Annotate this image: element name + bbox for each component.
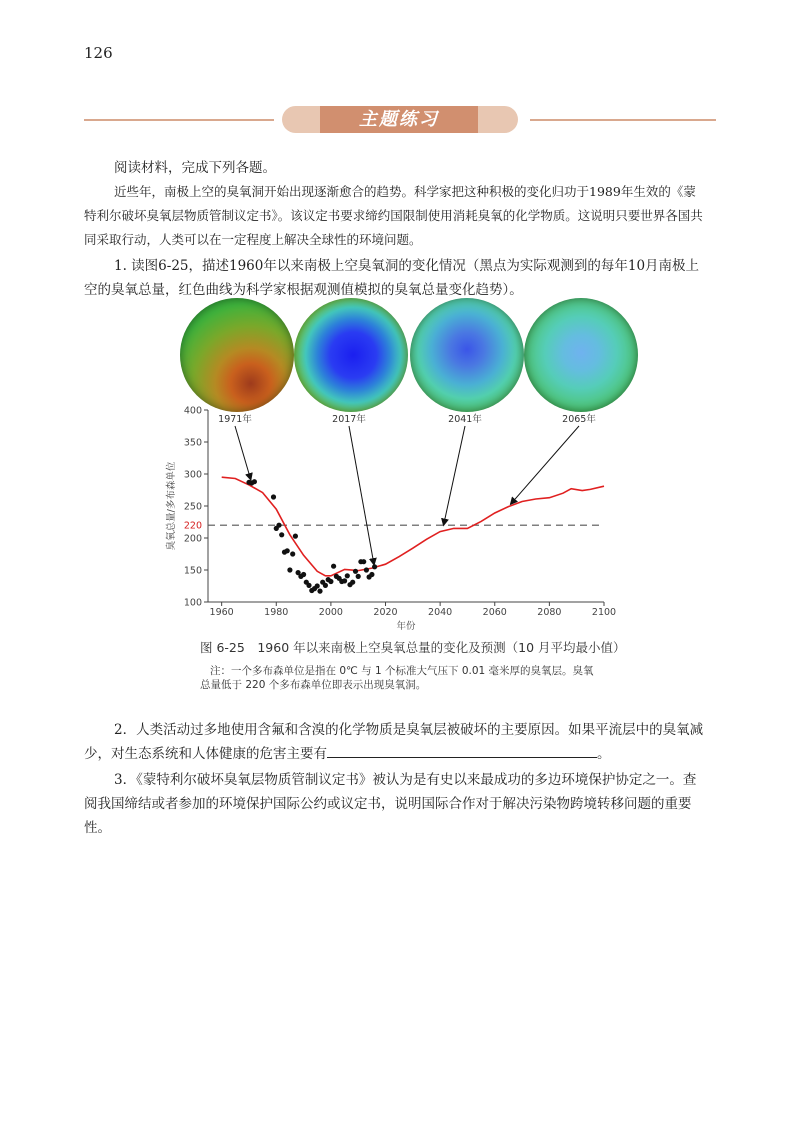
observed-data-point	[350, 580, 355, 585]
y-tick-label: 250	[183, 501, 202, 513]
callout-label: 2065年	[562, 414, 596, 425]
y-tick-label: 300	[183, 469, 202, 481]
callout-arrow	[510, 426, 579, 504]
observed-data-point	[315, 583, 320, 588]
observed-data-point	[353, 569, 358, 574]
figure-note-line-1: 注：一个多布森单位是指在 0℃ 与 1 个标准大气压下 0.01 毫米厚的臭氧层。臭氧	[210, 665, 594, 677]
observed-data-point	[328, 579, 333, 584]
x-tick-label: 2040	[428, 607, 453, 618]
y-axis-label: 臭氧总量/多布森单位	[166, 461, 177, 551]
question-2-text: 2．人类活动过多地使用含氟和含溴的化学物质是臭氧层被破坏的主要原因。如果平流层中的臭氧减少，对生态系统和人体健康的危害主要有	[84, 722, 704, 762]
observed-data-point	[356, 574, 361, 579]
observed-data-point	[369, 572, 374, 577]
observed-data-point	[364, 567, 369, 572]
callout-arrow	[444, 426, 466, 526]
observed-data-point	[290, 551, 295, 556]
banner-left-rule	[84, 119, 274, 121]
x-tick-label: 1980	[264, 607, 289, 618]
ozone-globe-2017	[294, 298, 408, 412]
callout-arrow	[235, 426, 251, 480]
y-tick-label: 400	[183, 405, 202, 417]
callout-label: 2017年	[332, 414, 366, 425]
observed-data-point	[279, 532, 284, 537]
y-tick-label: 350	[183, 437, 202, 449]
observed-data-point	[287, 567, 292, 572]
page-number: 126	[84, 44, 113, 62]
observed-data-point	[293, 534, 298, 539]
observed-data-point	[285, 548, 290, 553]
ozone-line-chart	[160, 400, 620, 632]
x-tick-label: 2000	[318, 607, 343, 618]
instruction-text: 阅读材料，完成下列各题。	[114, 160, 276, 176]
figure-note-line-2: 总量低于 220 个多布森单位即表示出现臭氧洞。	[200, 679, 427, 691]
question-1: 1. 读图6-25，描述1960年以来南极上空臭氧洞的变化情况（黑点为实际观测到的每年10月南极上空的臭氧总量，红色曲线为科学家根据观测值模拟的臭氧总量变化趋势）。	[84, 258, 700, 298]
section-banner-title: 主题练习	[320, 106, 478, 133]
x-tick-label: 1960	[209, 607, 234, 618]
callout-label: 2041年	[448, 414, 482, 425]
y-tick-label: 200	[183, 533, 202, 545]
observed-data-point	[317, 589, 322, 594]
question-3: 3．《蒙特利尔破坏臭氧层物质管制议定书》被认为是有史以来最成功的多边环境保护协定之一。查阅我国缔结或者参加的环境保护国际公约或议定书，说明国际合作对于解决污染物跨境转移问题的重要性。	[84, 772, 697, 836]
callout-label: 1971年	[218, 414, 252, 425]
question-2-end: 。	[597, 746, 611, 762]
figure-caption: 图 6-25 1960 年以来南极上空臭氧总量的变化及预测（10 月平均最小值）	[200, 640, 626, 655]
answer-blank[interactable]	[327, 743, 597, 758]
figure-note	[200, 664, 620, 692]
section-banner	[282, 106, 518, 133]
reading-material: 近些年，南极上空的臭氧洞开始出现逐渐愈合的趋势。科学家把这种积极的变化归功于1989年生效的《蒙特利尔破坏臭氧层物质管制议定书》。该议定书要求缔约国限制使用消耗臭氧的化学物质。这说明只要世界各国共同采取行动，人类可以在一定程度上解决全球性的环境问题。	[84, 184, 703, 247]
banner-right-rule	[530, 119, 716, 121]
x-axis-label: 年份	[396, 621, 416, 632]
y-tick-label: 100	[183, 597, 202, 609]
observed-data-point	[361, 559, 366, 564]
y-tick-label: 150	[183, 565, 202, 577]
observed-data-point	[323, 583, 328, 588]
observed-data-point	[306, 583, 311, 588]
ozone-globe-row	[178, 298, 628, 416]
x-tick-label: 2020	[373, 607, 398, 618]
ozone-globe-1971	[180, 298, 294, 412]
observed-data-point	[345, 573, 350, 578]
question-2	[84, 718, 704, 766]
observed-data-point	[342, 578, 347, 583]
ozone-globe-2041	[410, 298, 524, 412]
observed-data-point	[372, 564, 377, 569]
observed-data-point	[331, 564, 336, 569]
observed-data-point	[252, 479, 257, 484]
callout-arrow	[349, 426, 374, 565]
observed-data-point	[276, 523, 281, 528]
x-tick-label: 2060	[482, 607, 507, 618]
x-tick-label: 2100	[591, 607, 617, 618]
ozone-globe-2065	[524, 298, 638, 412]
observed-data-point	[301, 572, 306, 577]
y-threshold-label: 220	[183, 520, 202, 532]
x-tick-label: 2080	[537, 607, 562, 618]
observed-data-point	[271, 494, 276, 499]
